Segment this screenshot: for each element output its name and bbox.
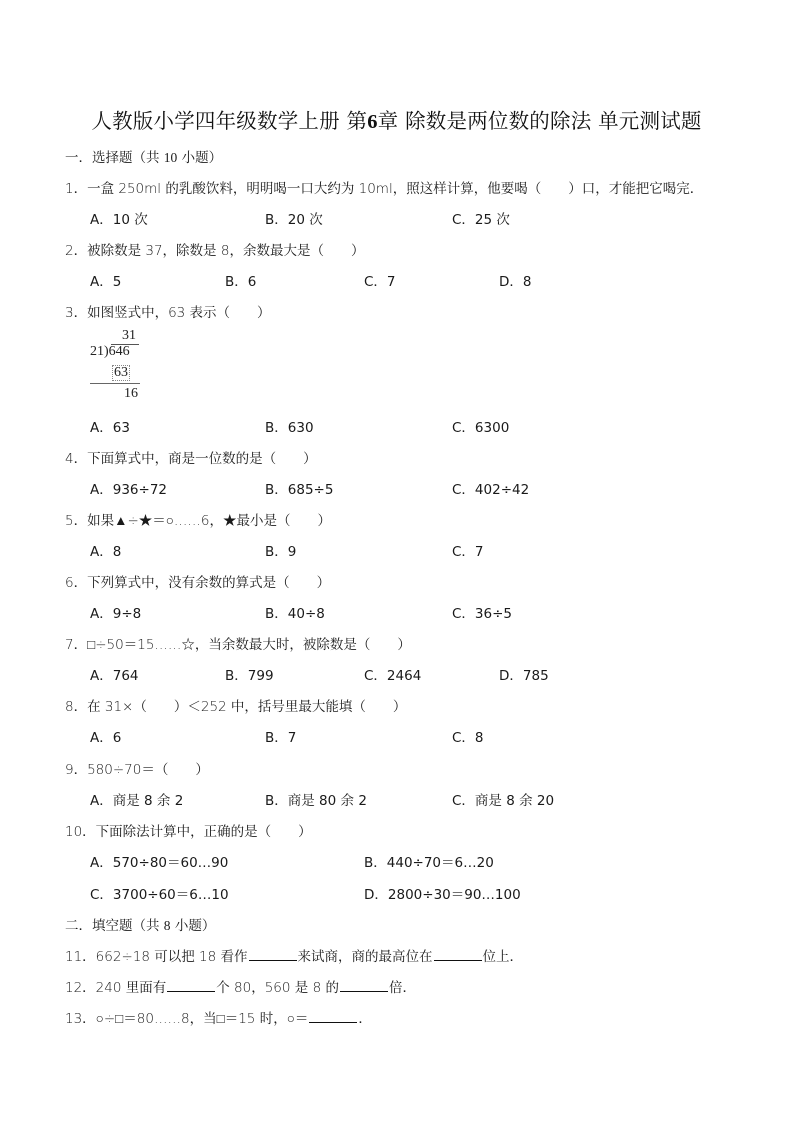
q2-option-a[interactable]: A．5 [90, 274, 122, 290]
answer-blank[interactable] [249, 948, 297, 961]
question-2-stem: 2．被除数是 37，除数是 8，余数最大是（ ） [65, 243, 365, 259]
question-6-stem: 6．下列算式中，没有余数的算式是（ ） [65, 575, 331, 591]
question-9-stem: 9．580÷70＝（ ） [65, 762, 209, 778]
answer-blank[interactable] [340, 979, 388, 992]
q6-option-c[interactable]: C．36÷5 [452, 606, 513, 622]
question-8-stem: 8．在 31×（ ）＜252 中，括号里最大能填（ ） [65, 699, 407, 715]
q5-option-c[interactable]: C．7 [452, 544, 484, 560]
q3-option-a[interactable]: A．63 [90, 420, 130, 436]
figure-divisor-dividend: 21)646 [90, 344, 130, 359]
question-3-stem: 3．如图竖式中，63 表示（ ） [65, 305, 271, 321]
figure-quotient: 31 [122, 328, 136, 343]
q7-option-a[interactable]: A．764 [90, 668, 139, 684]
q10-option-d[interactable]: D．2800÷30＝90…100 [364, 887, 521, 903]
question-10-stem: 10．下面除法计算中，正确的是（ ） [65, 824, 312, 840]
q7-option-b[interactable]: B．799 [225, 668, 274, 684]
q10-option-b[interactable]: B．440÷70＝6…20 [364, 855, 494, 871]
q10-option-c[interactable]: C．3700÷60＝6…10 [90, 887, 229, 903]
page-title: 人教版小学四年级数学上册 第6章 除数是两位数的除法 单元测试题 [91, 109, 702, 133]
q3-option-c[interactable]: C．6300 [452, 420, 510, 436]
q2-option-b[interactable]: B．6 [225, 274, 257, 290]
q4-option-a[interactable]: A．936÷72 [90, 482, 167, 498]
question-5-stem: 5．如果▲÷★＝○……6，★最小是（ ） [65, 513, 332, 529]
q1-option-c[interactable]: C．25 次 [452, 212, 510, 228]
answer-blank[interactable] [309, 1010, 357, 1023]
q8-option-a[interactable]: A．6 [90, 730, 122, 746]
q7-option-c[interactable]: C．2464 [364, 668, 422, 684]
question-13: 13．○÷□＝80……8，当□＝15 时，○＝ ． [65, 1011, 372, 1027]
q10-option-a[interactable]: A．570÷80＝60…90 [90, 855, 229, 871]
question-12: 12．240 里面有 个 80，560 是 8 的 倍． [65, 980, 416, 996]
q9-option-b[interactable]: B．商是 80 余 2 [265, 793, 367, 809]
figure-partial-product: 63 [114, 365, 128, 380]
q5-option-b[interactable]: B．9 [265, 544, 297, 560]
q3-option-b[interactable]: B．630 [265, 420, 314, 436]
q9-option-a[interactable]: A．商是 8 余 2 [90, 793, 184, 809]
q4-option-b[interactable]: B．685÷5 [265, 482, 334, 498]
q6-option-a[interactable]: A．9÷8 [90, 606, 142, 622]
subtraction-line [90, 383, 140, 384]
figure-remainder: 16 [124, 386, 138, 401]
q8-option-c[interactable]: C．8 [452, 730, 484, 746]
q8-option-b[interactable]: B．7 [265, 730, 297, 746]
answer-blank[interactable] [434, 948, 482, 961]
long-division-figure [88, 328, 144, 404]
q2-option-d[interactable]: D．8 [499, 274, 532, 290]
question-7-stem: 7．□÷50＝15……☆，当余数最大时，被除数是（ ） [65, 637, 411, 653]
section-heading-fill: 二．填空题（共 8 小题） [65, 918, 216, 934]
question-11: 11．662÷18 可以把 18 看作 来试商，商的最高位在 位上． [65, 949, 523, 965]
q2-option-c[interactable]: C．7 [364, 274, 396, 290]
q5-option-a[interactable]: A．8 [90, 544, 122, 560]
q6-option-b[interactable]: B．40÷8 [265, 606, 325, 622]
answer-blank[interactable] [167, 979, 215, 992]
q9-option-c[interactable]: C．商是 8 余 20 [452, 793, 555, 809]
q1-option-a[interactable]: A．10 次 [90, 212, 148, 228]
q7-option-d[interactable]: D．785 [499, 668, 549, 684]
question-1-stem: 1．一盒 250ml 的乳酸饮料，明明喝一口大约为 10ml，照这样计算，他要喝（ ）口，才能把它喝完． [65, 181, 704, 197]
section-heading-choice: 一．选择题（共 10 小题） [65, 150, 223, 166]
division-bar [111, 344, 139, 345]
question-4-stem: 4．下面算式中，商是一位数的是（ ） [65, 451, 317, 467]
q4-option-c[interactable]: C．402÷42 [452, 482, 530, 498]
q1-option-b[interactable]: B．20 次 [265, 212, 323, 228]
